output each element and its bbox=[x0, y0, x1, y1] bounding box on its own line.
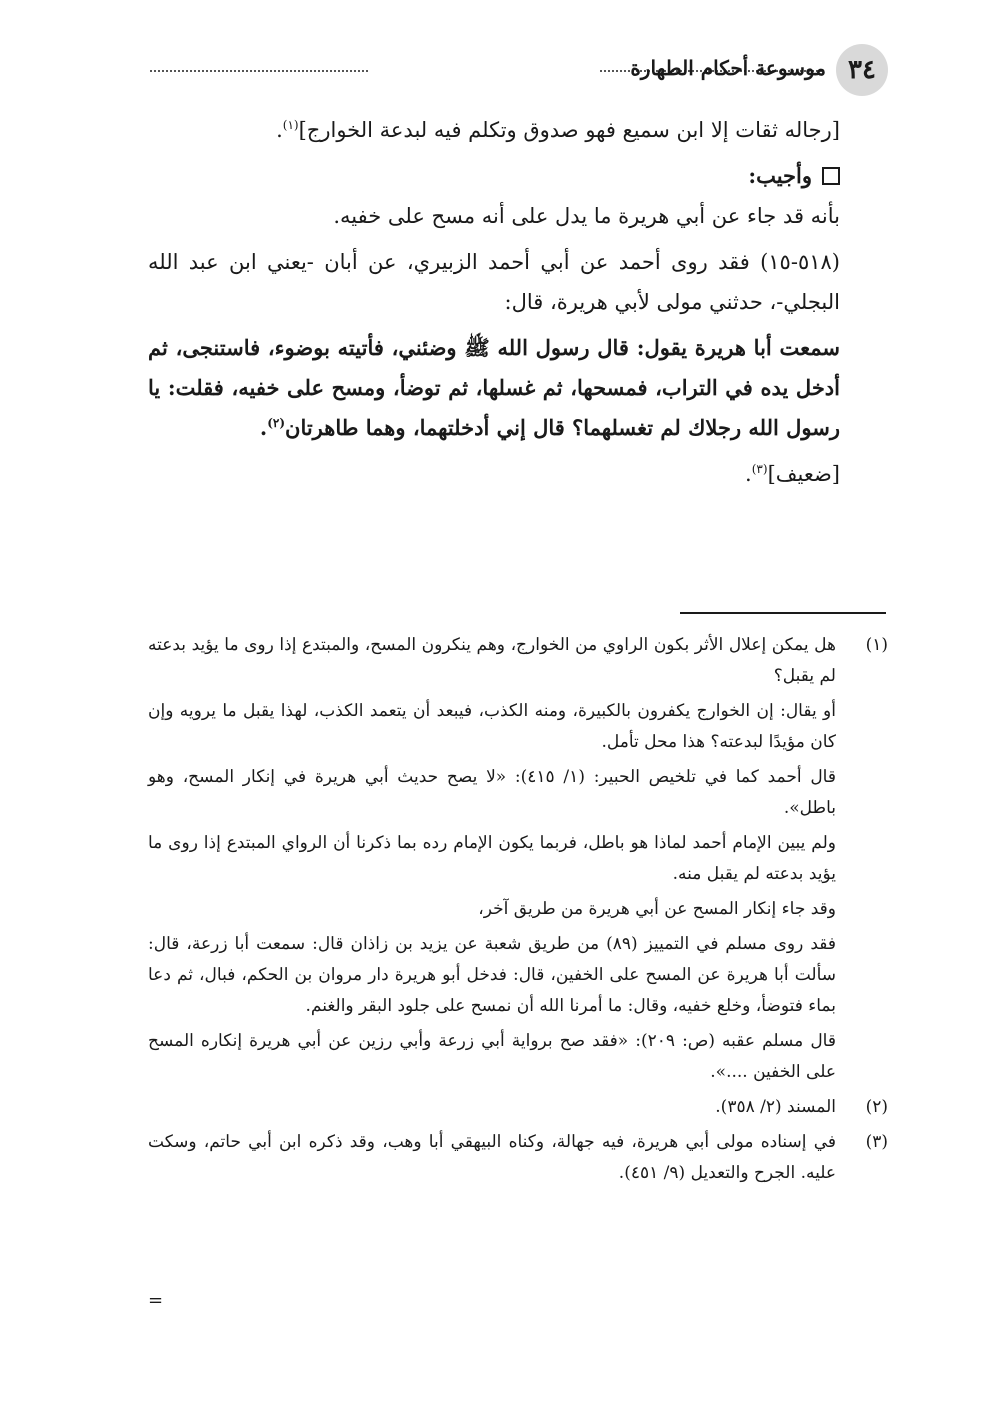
footnote-number: (١) bbox=[865, 635, 888, 655]
paragraph-isnad: (٥١٨-١٥) فقد روى أحمد عن أبي أحمد الزبيري، عن أبان -يعني ابن عبد الله البجلي-، حدثني مولى لأبي هريرة، قال: bbox=[148, 250, 840, 314]
footnote-body bbox=[148, 1127, 836, 1193]
footnote-2 bbox=[148, 1092, 888, 1127]
footnote-line: هل يمكن إعلال الأثر بكون الراوي من الخوارج، وهم ينكرون المسح، والمبتدع إذا روى ما يؤيد بدعته لم يقبل؟ bbox=[148, 635, 836, 686]
footnote-number: (٢) bbox=[865, 1097, 888, 1117]
footnote-line: فقد روى مسلم في التمييز (٨٩) من طريق شعبة عن يزيد بن زاذان قال: سمعت أبا زرعة، قال: سألت أبا هريرة عن المسح على الخفين، قال: فدخل أبو هريرة دار مروان بن الحكم، فبال، ثم دعا بماء فتوضأ، وخلع خفيه، وقال: ما أمرنا الله أن نمسح على جلود البقر والغنم. bbox=[148, 934, 836, 1016]
footnote-body bbox=[148, 1092, 836, 1127]
paragraph-grading: [ضعيف]$^{(٣)}$. bbox=[745, 462, 840, 486]
section-heading: وأجيب: bbox=[148, 156, 888, 196]
footnote-ref-1: (١) bbox=[282, 118, 299, 132]
footnotes-section bbox=[148, 630, 888, 1193]
footnote-body bbox=[148, 630, 836, 1092]
paragraph-narrator-grading: [رجاله ثقات إلا ابن سميع فهو صدوق وتكلم فيه لبدعة الخوارج]$^{(١)}$. bbox=[276, 118, 840, 142]
footnote-line: ولم يبين الإمام أحمد لماذا هو باطل، فربما يكون الإمام رده بما ذكرنا أن الرواي المبتدع إذا روى ما يؤيد بدعته لم يقبل منه. bbox=[148, 833, 836, 884]
footnote-1 bbox=[148, 630, 888, 1092]
continuation-mark: = bbox=[148, 1290, 164, 1311]
footnote-number: (٣) bbox=[865, 1132, 888, 1152]
footnote-line: في إسناده مولى أبي هريرة، فيه جهالة، وكناه البيهقي أبا وهب، وقد ذكره ابن أبي حاتم، وسكت عليه. الجرح والتعديل (٩/ ٤٥١). bbox=[148, 1132, 836, 1183]
square-bullet-icon bbox=[822, 167, 840, 185]
footnote-line: وقد جاء إنكار المسح عن أبي هريرة من طريق آخر، bbox=[478, 899, 836, 919]
footnote-ref-3: (٣) bbox=[751, 462, 768, 476]
footnote-ref-2: (٢) bbox=[267, 416, 286, 430]
footnote-line: المسند (٢/ ٣٥٨). bbox=[715, 1097, 836, 1117]
footnote-divider bbox=[680, 612, 886, 614]
footnote-3 bbox=[148, 1127, 888, 1193]
running-header-title: موسوعة أحكام الطهارة bbox=[630, 56, 826, 80]
page-number: ٣٤ bbox=[836, 44, 888, 96]
main-text bbox=[148, 110, 888, 500]
footnote-line: أو يقال: إن الخوارج يكفرون بالكبيرة، ومنه الكذب، فيبعد أن يتعمد الكذب، لهذا يقبل ما يرويه وإن كان مؤيدًا لبدعته؟ هذا محل تأمل. bbox=[148, 701, 836, 752]
paragraph-answer: بأنه قد جاء عن أبي هريرة ما يدل على أنه مسح على خفيه. bbox=[333, 204, 840, 228]
paragraph-hadith-text: سمعت أبا هريرة يقول: قال رسول الله ﷺ وضئني، فأتيته بوضوء، فاستنجى، ثم أدخل يده في التراب، فمسحها، ثم غسلها، ثم توضأ، ومسح على خفيه، فقلت: يا رسول الله رجلاك لم تغسلهما؟ قال إني أدخلتهما، وهما طاهرتان$^{(٢)}$. bbox=[148, 335, 840, 440]
footnote-line: قال أحمد كما في تلخيص الحبير: (١/ ٤١٥): «لا يصح حديث أبي هريرة في إنكار المسح، وهو باطل». bbox=[148, 767, 836, 818]
header-rule-left bbox=[150, 70, 368, 72]
footnote-line: قال مسلم عقبه (ص: ٢٠٩): «فقد صح برواية أبي زرعة وأبي رزين عن أبي هريرة إنكاره المسح على الخفين ....». bbox=[148, 1031, 836, 1082]
